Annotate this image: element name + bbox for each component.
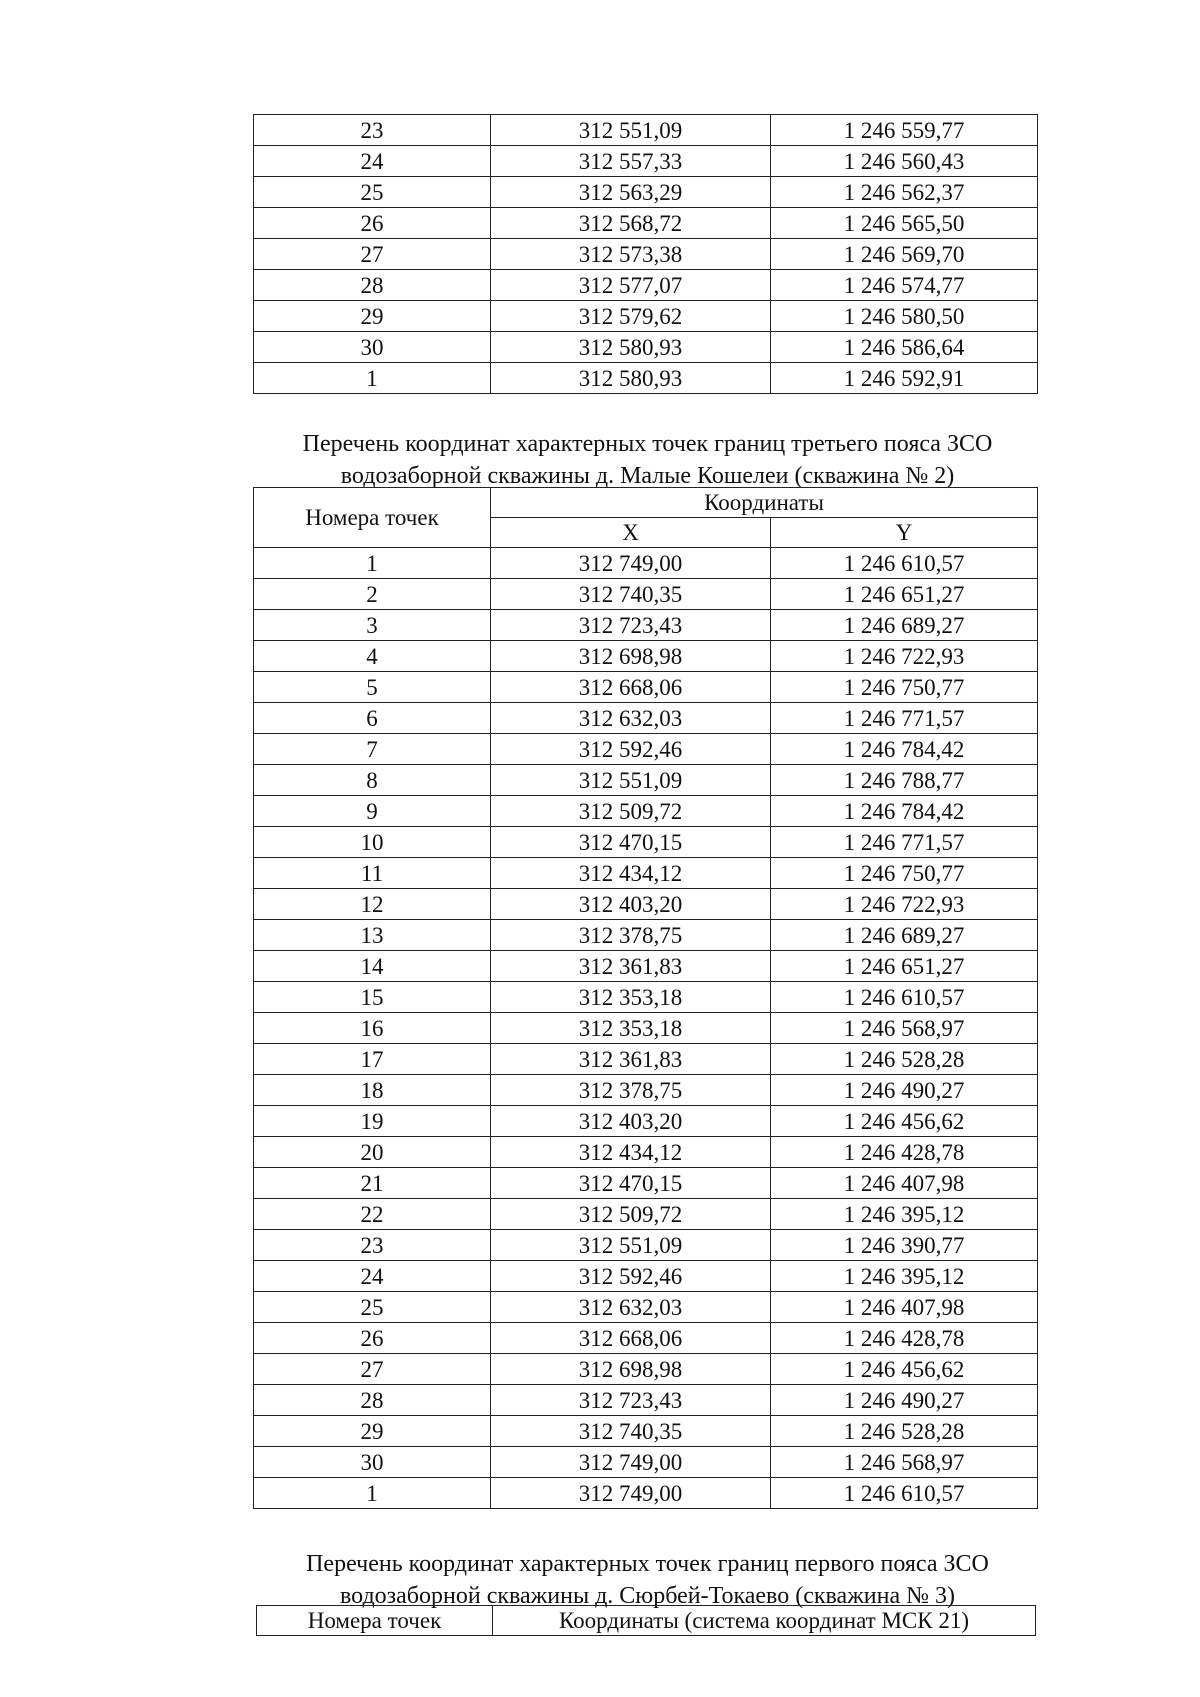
y-coordinate-cell: 1 246 651,27 bbox=[771, 579, 1038, 610]
table-row bbox=[254, 1168, 1038, 1199]
y-coordinate-cell: 1 246 395,12 bbox=[771, 1199, 1038, 1230]
x-coordinate-cell: 312 403,20 bbox=[491, 889, 771, 920]
point-number-cell: 18 bbox=[254, 1075, 491, 1106]
y-coordinate-cell: 1 246 559,77 bbox=[771, 115, 1038, 146]
table-row bbox=[254, 827, 1038, 858]
x-coordinate-cell: 312 577,07 bbox=[491, 270, 771, 301]
table-header-row bbox=[257, 1606, 1036, 1636]
x-coordinate-cell: 312 551,09 bbox=[491, 1230, 771, 1261]
x-coordinate-cell: 312 378,75 bbox=[491, 920, 771, 951]
caption-line: водозаборной скважины д. Малые Кошелеи (скважина № 2) bbox=[340, 463, 955, 489]
y-coordinate-cell: 1 246 586,64 bbox=[771, 332, 1038, 363]
table-row bbox=[254, 1447, 1038, 1478]
y-coordinate-cell: 1 246 456,62 bbox=[771, 1354, 1038, 1385]
x-coordinate-cell: 312 509,72 bbox=[491, 796, 771, 827]
table-row bbox=[254, 982, 1038, 1013]
x-coordinate-cell: 312 580,93 bbox=[491, 332, 771, 363]
table-row bbox=[254, 301, 1038, 332]
coordinates-table-body bbox=[254, 115, 1038, 394]
x-coordinate-cell: 312 749,00 bbox=[491, 1478, 771, 1509]
x-coordinate-cell: 312 353,18 bbox=[491, 982, 771, 1013]
coordinates-table-continued bbox=[253, 114, 1038, 394]
point-number-cell: 15 bbox=[254, 982, 491, 1013]
x-coordinate-cell: 312 509,72 bbox=[491, 1199, 771, 1230]
caption-line: Перечень координат характерных точек границ первого пояса ЗСО bbox=[306, 1551, 989, 1577]
y-coordinate-cell: 1 246 651,27 bbox=[771, 951, 1038, 982]
caption-line: водозаборной скважины д. Сюрбей-Токаево (скважина № 3) bbox=[339, 1583, 956, 1609]
x-coordinate-cell: 312 698,98 bbox=[491, 1354, 771, 1385]
point-number-cell: 11 bbox=[254, 858, 491, 889]
x-coordinate-cell: 312 723,43 bbox=[491, 1385, 771, 1416]
x-coordinate-cell: 312 668,06 bbox=[491, 672, 771, 703]
table-row bbox=[254, 1044, 1038, 1075]
point-number-cell: 25 bbox=[254, 177, 491, 208]
table-row bbox=[254, 1292, 1038, 1323]
y-coordinate-cell: 1 246 580,50 bbox=[771, 301, 1038, 332]
x-coordinate-cell: 312 563,29 bbox=[491, 177, 771, 208]
y-coordinate-cell: 1 246 428,78 bbox=[771, 1137, 1038, 1168]
x-coordinate-cell: 312 580,93 bbox=[491, 363, 771, 394]
header-coordinates: Координаты bbox=[491, 488, 1038, 518]
y-coordinate-cell: 1 246 610,57 bbox=[771, 982, 1038, 1013]
point-number-cell: 29 bbox=[254, 1416, 491, 1447]
table-row bbox=[254, 1261, 1038, 1292]
point-number-cell: 24 bbox=[254, 1261, 491, 1292]
point-number-cell: 13 bbox=[254, 920, 491, 951]
y-coordinate-cell: 1 246 750,77 bbox=[771, 672, 1038, 703]
table-row bbox=[254, 1230, 1038, 1261]
y-coordinate-cell: 1 246 560,43 bbox=[771, 146, 1038, 177]
x-coordinate-cell: 312 579,62 bbox=[491, 301, 771, 332]
table-row bbox=[254, 1354, 1038, 1385]
section-caption-zone1 bbox=[0, 1548, 1200, 1612]
point-number-cell: 3 bbox=[254, 610, 491, 641]
y-coordinate-cell: 1 246 574,77 bbox=[771, 270, 1038, 301]
table-row bbox=[254, 1323, 1038, 1354]
y-coordinate-cell: 1 246 428,78 bbox=[771, 1323, 1038, 1354]
y-coordinate-cell: 1 246 490,27 bbox=[771, 1075, 1038, 1106]
point-number-cell: 6 bbox=[254, 703, 491, 734]
table-row bbox=[254, 239, 1038, 270]
table-row bbox=[254, 672, 1038, 703]
table-row bbox=[254, 1199, 1038, 1230]
x-coordinate-cell: 312 592,46 bbox=[491, 1261, 771, 1292]
table-row bbox=[254, 146, 1038, 177]
y-coordinate-cell: 1 246 788,77 bbox=[771, 765, 1038, 796]
x-coordinate-cell: 312 749,00 bbox=[491, 548, 771, 579]
point-number-cell: 9 bbox=[254, 796, 491, 827]
point-number-cell: 1 bbox=[254, 363, 491, 394]
y-coordinate-cell: 1 246 407,98 bbox=[771, 1292, 1038, 1323]
y-coordinate-cell: 1 246 771,57 bbox=[771, 703, 1038, 734]
point-number-cell: 5 bbox=[254, 672, 491, 703]
table-row bbox=[254, 1385, 1038, 1416]
point-number-cell: 28 bbox=[254, 270, 491, 301]
x-coordinate-cell: 312 361,83 bbox=[491, 1044, 771, 1075]
y-coordinate-cell: 1 246 562,37 bbox=[771, 177, 1038, 208]
x-coordinate-cell: 312 723,43 bbox=[491, 610, 771, 641]
x-coordinate-cell: 312 551,09 bbox=[491, 765, 771, 796]
header-point-numbers: Номера точек bbox=[254, 488, 491, 548]
point-number-cell: 1 bbox=[254, 548, 491, 579]
y-coordinate-cell: 1 246 592,91 bbox=[771, 363, 1038, 394]
coordinates-table-body bbox=[254, 548, 1038, 1509]
x-coordinate-cell: 312 592,46 bbox=[491, 734, 771, 765]
table-row bbox=[254, 177, 1038, 208]
x-coordinate-cell: 312 353,18 bbox=[491, 1013, 771, 1044]
point-number-cell: 25 bbox=[254, 1292, 491, 1323]
point-number-cell: 2 bbox=[254, 579, 491, 610]
caption-line: Перечень координат характерных точек границ третьего пояса ЗСО bbox=[302, 431, 993, 457]
table-row bbox=[254, 1416, 1038, 1447]
table-row bbox=[254, 1137, 1038, 1168]
table-row bbox=[254, 332, 1038, 363]
table-row bbox=[254, 1478, 1038, 1509]
table-row bbox=[254, 1075, 1038, 1106]
y-coordinate-cell: 1 246 689,27 bbox=[771, 920, 1038, 951]
x-coordinate-cell: 312 434,12 bbox=[491, 858, 771, 889]
x-coordinate-cell: 312 378,75 bbox=[491, 1075, 771, 1106]
x-coordinate-cell: 312 632,03 bbox=[491, 703, 771, 734]
x-coordinate-cell: 312 557,33 bbox=[491, 146, 771, 177]
point-number-cell: 23 bbox=[254, 1230, 491, 1261]
x-coordinate-cell: 312 740,35 bbox=[491, 1416, 771, 1447]
x-coordinate-cell: 312 573,38 bbox=[491, 239, 771, 270]
y-coordinate-cell: 1 246 784,42 bbox=[771, 796, 1038, 827]
point-number-cell: 30 bbox=[254, 1447, 491, 1478]
table-row bbox=[254, 115, 1038, 146]
table-row bbox=[254, 734, 1038, 765]
point-number-cell: 28 bbox=[254, 1385, 491, 1416]
x-coordinate-cell: 312 470,15 bbox=[491, 1168, 771, 1199]
y-coordinate-cell: 1 246 784,42 bbox=[771, 734, 1038, 765]
point-number-cell: 26 bbox=[254, 1323, 491, 1354]
table-row bbox=[254, 363, 1038, 394]
point-number-cell: 17 bbox=[254, 1044, 491, 1075]
table-row bbox=[254, 1013, 1038, 1044]
y-coordinate-cell: 1 246 490,27 bbox=[771, 1385, 1038, 1416]
y-coordinate-cell: 1 246 750,77 bbox=[771, 858, 1038, 889]
x-coordinate-cell: 312 698,98 bbox=[491, 641, 771, 672]
y-coordinate-cell: 1 246 407,98 bbox=[771, 1168, 1038, 1199]
y-coordinate-cell: 1 246 456,62 bbox=[771, 1106, 1038, 1137]
point-number-cell: 10 bbox=[254, 827, 491, 858]
x-coordinate-cell: 312 740,35 bbox=[491, 579, 771, 610]
table-row bbox=[254, 858, 1038, 889]
header-x: X bbox=[491, 518, 771, 548]
section-caption-zone3 bbox=[0, 428, 1200, 492]
header-point-numbers: Номера точек bbox=[257, 1606, 493, 1636]
point-number-cell: 19 bbox=[254, 1106, 491, 1137]
point-number-cell: 29 bbox=[254, 301, 491, 332]
y-coordinate-cell: 1 246 395,12 bbox=[771, 1261, 1038, 1292]
table-row bbox=[254, 579, 1038, 610]
y-coordinate-cell: 1 246 722,93 bbox=[771, 641, 1038, 672]
point-number-cell: 30 bbox=[254, 332, 491, 363]
point-number-cell: 22 bbox=[254, 1199, 491, 1230]
header-y: Y bbox=[771, 518, 1038, 548]
table-row bbox=[254, 208, 1038, 239]
y-coordinate-cell: 1 246 610,57 bbox=[771, 548, 1038, 579]
point-number-cell: 21 bbox=[254, 1168, 491, 1199]
x-coordinate-cell: 312 434,12 bbox=[491, 1137, 771, 1168]
table-row bbox=[254, 703, 1038, 734]
point-number-cell: 23 bbox=[254, 115, 491, 146]
point-number-cell: 27 bbox=[254, 239, 491, 270]
y-coordinate-cell: 1 246 610,57 bbox=[771, 1478, 1038, 1509]
coordinates-table-zone1 bbox=[256, 1605, 1036, 1636]
y-coordinate-cell: 1 246 528,28 bbox=[771, 1416, 1038, 1447]
x-coordinate-cell: 312 632,03 bbox=[491, 1292, 771, 1323]
y-coordinate-cell: 1 246 390,77 bbox=[771, 1230, 1038, 1261]
x-coordinate-cell: 312 668,06 bbox=[491, 1323, 771, 1354]
point-number-cell: 26 bbox=[254, 208, 491, 239]
table-row bbox=[254, 889, 1038, 920]
point-number-cell: 1 bbox=[254, 1478, 491, 1509]
point-number-cell: 12 bbox=[254, 889, 491, 920]
point-number-cell: 8 bbox=[254, 765, 491, 796]
y-coordinate-cell: 1 246 569,70 bbox=[771, 239, 1038, 270]
x-coordinate-cell: 312 403,20 bbox=[491, 1106, 771, 1137]
table-row bbox=[254, 610, 1038, 641]
header-coordinates-system: Координаты (система координат МСК 21) bbox=[493, 1606, 1036, 1636]
x-coordinate-cell: 312 470,15 bbox=[491, 827, 771, 858]
table-row bbox=[254, 270, 1038, 301]
x-coordinate-cell: 312 749,00 bbox=[491, 1447, 771, 1478]
table-row bbox=[254, 920, 1038, 951]
point-number-cell: 24 bbox=[254, 146, 491, 177]
x-coordinate-cell: 312 361,83 bbox=[491, 951, 771, 982]
table-row bbox=[254, 796, 1038, 827]
y-coordinate-cell: 1 246 568,97 bbox=[771, 1013, 1038, 1044]
x-coordinate-cell: 312 568,72 bbox=[491, 208, 771, 239]
point-number-cell: 14 bbox=[254, 951, 491, 982]
table-row bbox=[254, 548, 1038, 579]
point-number-cell: 20 bbox=[254, 1137, 491, 1168]
table-row bbox=[254, 641, 1038, 672]
point-number-cell: 7 bbox=[254, 734, 491, 765]
y-coordinate-cell: 1 246 568,97 bbox=[771, 1447, 1038, 1478]
table-row bbox=[254, 765, 1038, 796]
table-row bbox=[254, 1106, 1038, 1137]
y-coordinate-cell: 1 246 771,57 bbox=[771, 827, 1038, 858]
table-row bbox=[254, 951, 1038, 982]
point-number-cell: 27 bbox=[254, 1354, 491, 1385]
y-coordinate-cell: 1 246 689,27 bbox=[771, 610, 1038, 641]
table-header-row bbox=[254, 488, 1038, 518]
y-coordinate-cell: 1 246 565,50 bbox=[771, 208, 1038, 239]
y-coordinate-cell: 1 246 722,93 bbox=[771, 889, 1038, 920]
x-coordinate-cell: 312 551,09 bbox=[491, 115, 771, 146]
y-coordinate-cell: 1 246 528,28 bbox=[771, 1044, 1038, 1075]
point-number-cell: 4 bbox=[254, 641, 491, 672]
coordinates-table-zone3 bbox=[253, 487, 1038, 1509]
point-number-cell: 16 bbox=[254, 1013, 491, 1044]
